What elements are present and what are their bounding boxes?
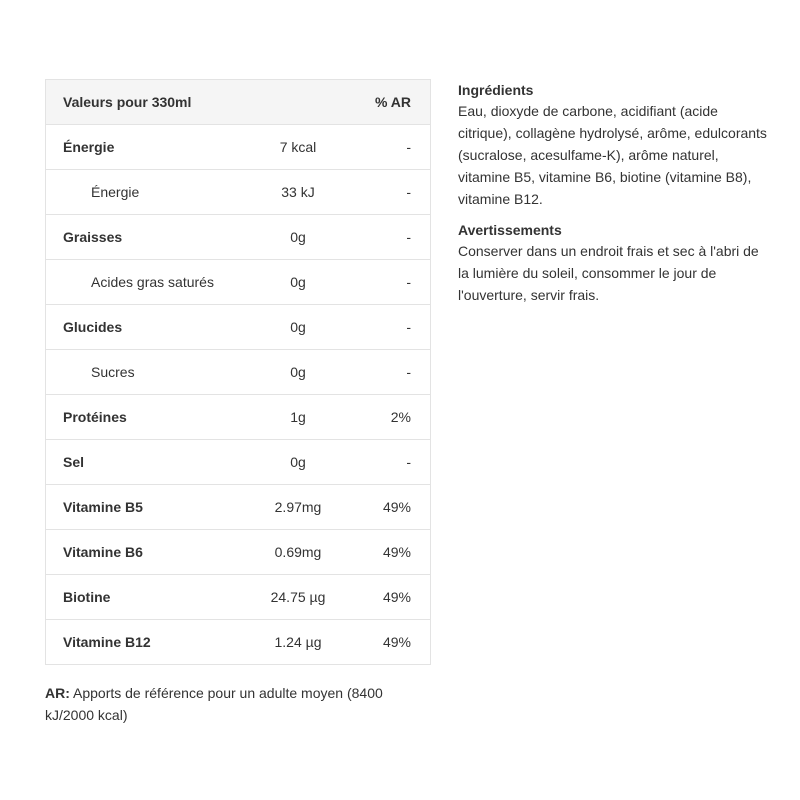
nutrient-ar: - [406, 184, 411, 200]
nutrient-name: Biotine [63, 589, 111, 605]
nutrient-value: 0g [290, 454, 306, 470]
nutrient-ar: - [406, 274, 411, 290]
nutrient-ar: 49% [382, 634, 411, 650]
nutrient-name: Glucides [63, 319, 123, 335]
nutrient-value: 1.24 µg [274, 634, 322, 650]
nutrient-value: 0g [290, 274, 306, 290]
nutrient-ar: 49% [382, 499, 411, 515]
table-row [46, 349, 430, 394]
table-row [46, 304, 430, 349]
nutrient-name: Vitamine B6 [63, 544, 143, 560]
nutrient-name: Graisses [63, 229, 123, 245]
nutrient-value: 0g [290, 364, 306, 380]
footnote [45, 682, 425, 726]
table-row [46, 259, 430, 304]
warnings-title: Avertissements [458, 222, 562, 238]
footnote-text: Apports de référence pour un adulte moyen (8400 kJ/2000 kcal) [45, 685, 383, 723]
nutrient-value: 24.75 µg [270, 589, 326, 605]
warnings-text: Conserver dans un endroit frais et sec à l'abri de la lumière du soleil, consommer le jour de l'ouverture, servir frais. [458, 243, 759, 303]
nutrient-ar: 2% [390, 409, 411, 425]
nutrient-value: 1g [290, 409, 306, 425]
nutrient-name: Vitamine B5 [63, 499, 143, 515]
nutrient-name: Protéines [63, 409, 127, 425]
nutrient-value: 0g [290, 229, 306, 245]
header-ar: % AR [374, 94, 411, 110]
nutrient-ar: - [406, 229, 411, 245]
nutrient-name: Sucres [91, 364, 135, 380]
table-row [46, 619, 430, 664]
table-row [46, 169, 430, 214]
nutrient-ar: - [406, 139, 411, 155]
table-row [46, 439, 430, 484]
nutrient-ar: 49% [382, 544, 411, 560]
nutrient-name: Acides gras saturés [91, 274, 214, 290]
nutrition-table [45, 79, 431, 665]
table-row [46, 214, 430, 259]
nutrient-name: Énergie [63, 139, 115, 155]
nutrient-name: Énergie [91, 184, 140, 200]
nutrient-ar: 49% [382, 589, 411, 605]
table-header [46, 80, 430, 124]
ingredients-title: Ingrédients [458, 82, 534, 98]
table-row [46, 124, 430, 169]
header-name: Valeurs pour 330ml [63, 94, 192, 110]
nutrient-value: 0.69mg [274, 544, 322, 560]
table-row [46, 394, 430, 439]
footnote-label: AR: [45, 685, 70, 701]
nutrient-ar: - [406, 454, 411, 470]
nutrient-ar: - [406, 319, 411, 335]
nutrient-value: 0g [290, 319, 306, 335]
nutrient-value: 2.97mg [274, 499, 322, 515]
ingredients-text: Eau, dioxyde de carbone, acidifiant (acide citrique), collagène hydrolysé, arôme, edulcorants (sucralose, acesulfame-K), arôme naturel, vitamine B5, vitamine B6, biotine (vitamine B8), vitamine B12. [458, 103, 767, 207]
nutrient-value: 33 kJ [281, 184, 315, 200]
nutrient-name: Vitamine B12 [63, 634, 151, 650]
table-row [46, 529, 430, 574]
table-row [46, 574, 430, 619]
product-info [458, 80, 768, 316]
nutrient-ar: - [406, 364, 411, 380]
table-row [46, 484, 430, 529]
nutrient-value: 7 kcal [279, 139, 317, 155]
nutrient-name: Sel [63, 454, 85, 470]
